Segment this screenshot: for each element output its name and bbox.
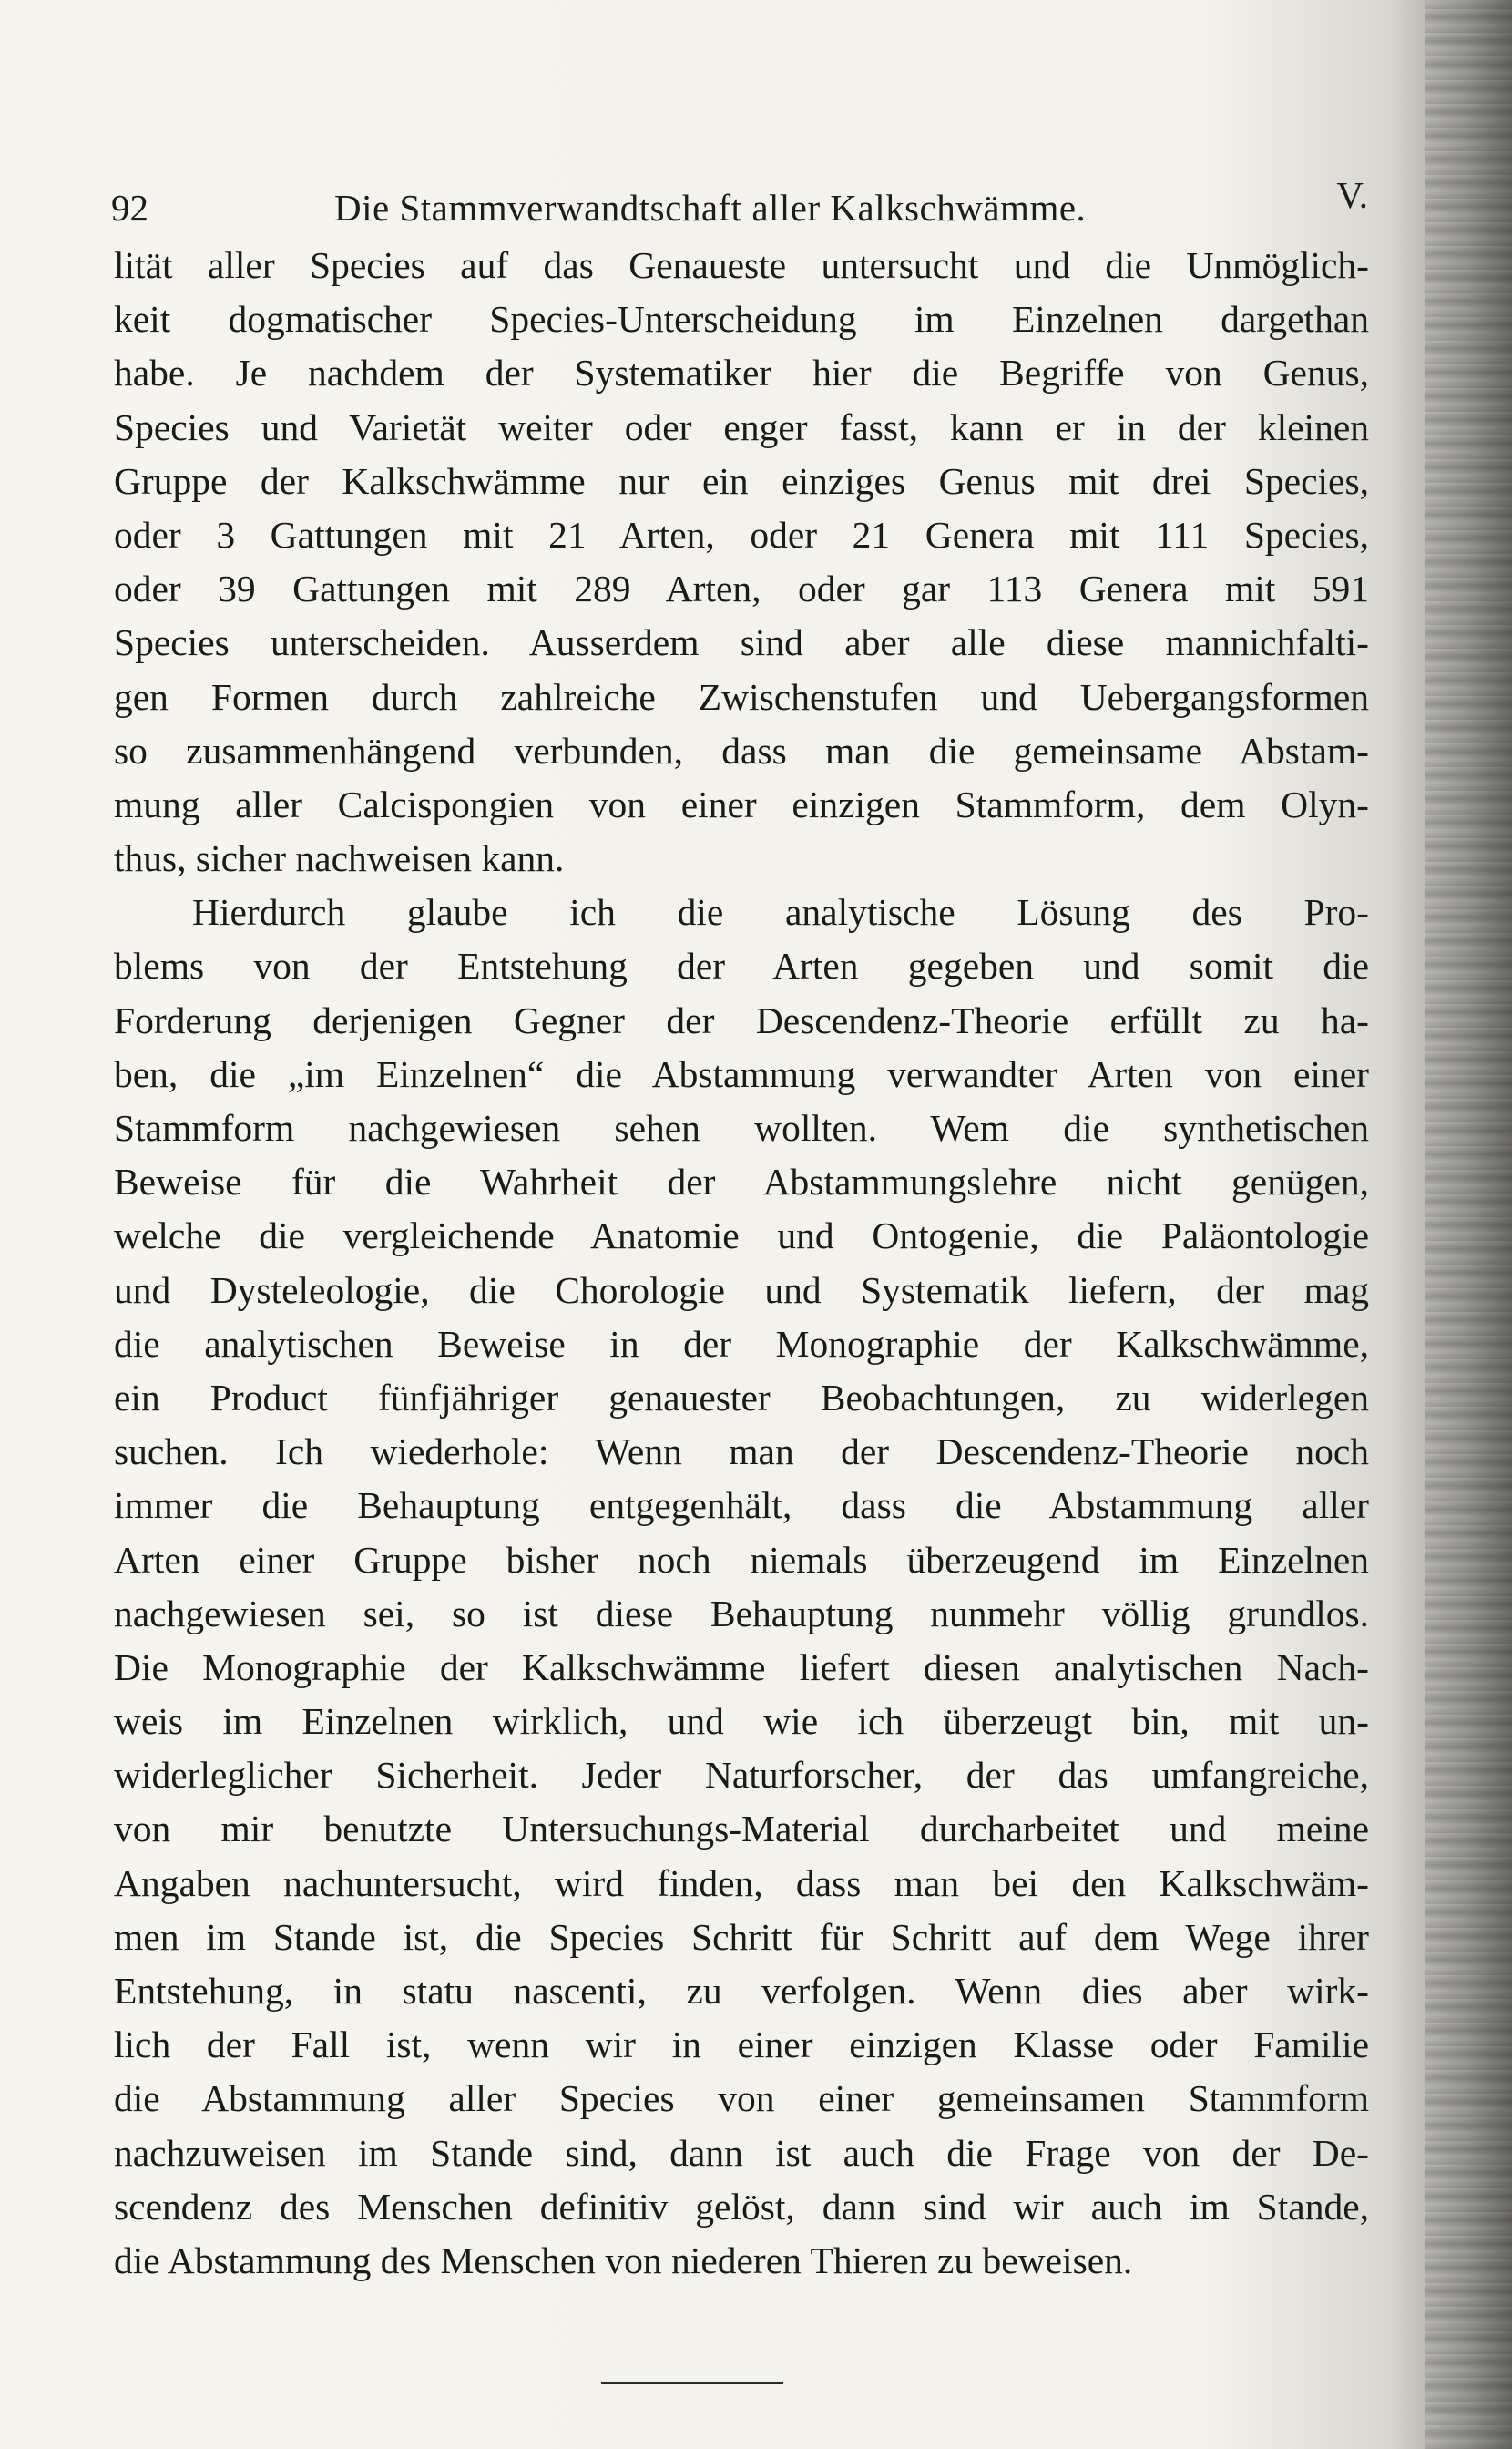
text-line: nachzuweisen im Stande sind, dann ist auch die Frage von der De- [114,2131,1369,2174]
text-line: Beweise für die Wahrheit der Abstammungslehre nicht genügen, [114,1161,1369,1204]
text-line: Die Monographie der Kalkschwämme liefert diesen analytischen Nach- [114,1645,1369,1688]
text-line: oder 3 Gattungen mit 21 Arten, oder 21 Genera mit 111 Species, [114,513,1369,556]
text-line: Gruppe der Kalkschwämme nur ein einziges Genus mit drei Species, [114,459,1369,502]
text-line: nachgewiesen sei, so ist diese Behauptung nunmehr völlig grundlos. [114,1592,1369,1634]
text-line: gen Formen durch zahlreiche Zwischenstufen und Uebergangsformen [114,675,1369,718]
text-line: lich der Fall ist, wenn wir in einer einzigen Klasse oder Familie [114,2024,1369,2066]
body-text [114,239,1369,2288]
text-line: Stammform nachgewiesen sehen wollten. Wem die synthetischen [114,1107,1369,1149]
text-line: ein Product fünfjähriger genauester Beobachtungen, zu widerlegen [114,1376,1369,1419]
text-line: blems von der Entstehung der Arten gegeben und somit die [114,945,1369,988]
running-head [111,173,1368,237]
text-line: men im Stande ist, die Species Schritt für Schritt auf dem Wege ihrer [114,1915,1369,1958]
paragraph-end-line: thus, sicher nachweisen kann. [114,837,565,880]
text-line: widerleglicher Sicherheit. Jeder Naturforscher, der das umfangreiche, [114,1754,1369,1797]
text-line: weis im Einzelnen wirklich, und wie ich überzeugt bin, mit un- [114,1700,1369,1743]
text-line: keit dogmatischer Species-Unterscheidung im Einzelnen dargethan [114,298,1369,341]
text-line: suchen. Ich wiederhole: Wenn man der Descendenz-Theorie noch [114,1430,1369,1473]
text-line: von mir benutzte Untersuchungs-Material durcharbeitet und meine [114,1808,1369,1850]
text-line: lität aller Species auf das Genaueste untersucht und die Unmöglich- [114,244,1369,286]
text-line: Species und Varietät weiter oder enger fasst, kann er in der kleinen [114,405,1369,448]
text-line: ben, die „im Einzelnen“ die Abstammung verwandter Arten von einer [114,1052,1369,1095]
text-line: Species unterscheiden. Ausserdem sind aber alle diese mannichfalti- [114,621,1369,664]
text-line: Entstehung, in statu nascenti, zu verfolgen. Wenn dies aber wirk- [114,1970,1369,2012]
text-line: immer die Behauptung entgegenhält, dass die Abstammung aller [114,1484,1369,1527]
text-line: und Dysteleologie, die Chorologie und Systematik liefern, der mag [114,1268,1369,1311]
page-number: 92 [111,187,148,229]
text-line: Arten einer Gruppe bisher noch niemals überzeugend im Einzelnen [114,1538,1369,1581]
text-line: die analytischen Beweise in der Monographie der Kalkschwämme, [114,1322,1369,1365]
paragraph-start-line: Hierdurch glaube ich die analytische Lösung des Pro- [192,891,1369,934]
text-line: welche die vergleichende Anatomie und Ontogenie, die Paläontologie [114,1214,1369,1257]
paragraph-end-line: die Abstammung des Menschen von niederen Thieren zu beweisen. [114,2239,1133,2281]
text-line: Forderung derjenigen Gegner der Descendenz-Theorie erfüllt zu ha- [114,999,1369,1041]
text-line: so zusammenhängend verbunden, dass man die gemeinsame Abstam- [114,729,1369,772]
text-line: Angaben nachuntersucht, wird finden, dass man bei den Kalkschwäm- [114,1861,1369,1904]
text-line: mung aller Calcispongien von einer einzigen Stammform, dem Olyn- [114,783,1369,825]
text-line: habe. Je nachdem der Systematiker hier die Begriffe von Genus, [114,352,1369,395]
page-edge-shadow [1425,0,1512,2449]
running-title: Die Stammverwandtschaft aller Kalkschwämme. [334,187,1087,229]
text-line: oder 39 Gattungen mit 289 Arten, oder gar 113 Genera mit 591 [114,568,1369,610]
text-line: die Abstammung aller Species von einer gemeinsamen Stammform [114,2077,1369,2120]
text-line: scendenz des Menschen definitiv gelöst, dann sind wir auch im Stande, [114,2185,1369,2228]
chapter-number: V. [1336,174,1368,216]
end-rule [601,2382,783,2384]
